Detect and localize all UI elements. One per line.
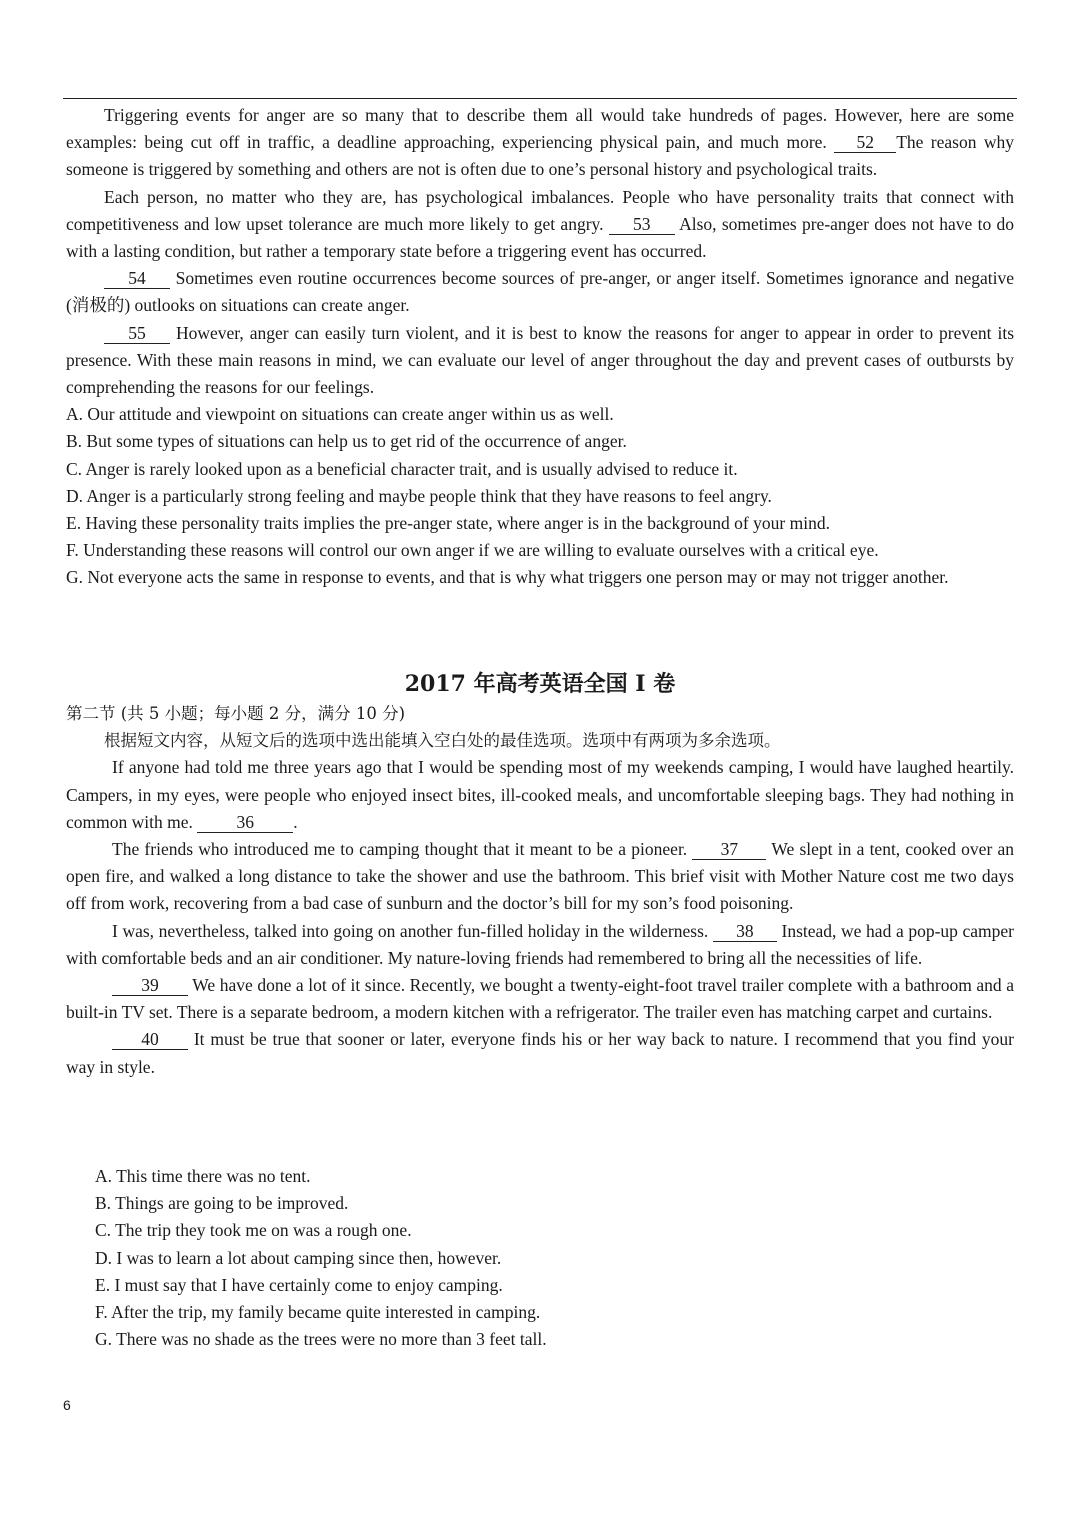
options-list-1 (66, 401, 1014, 591)
paragraph-3 (66, 265, 1014, 319)
option-e: E. Having these personality traits implies the pre-anger state, where anger is in the background of your mind. (66, 513, 830, 534)
option-2-b: B. Things are going to be improved. (95, 1193, 349, 1214)
blank-54: 54 (104, 268, 170, 289)
blank-52: 52 (834, 132, 896, 153)
paragraph-2-1-text: If anyone had told me three years ago that I would be spending most of my weekends camping, I would have laughed heartily. Campers, in my eyes, were people who enjoyed insect bites, ill-cooked meals, and uncomfortable sleeping bags. They had nothing in common with me. (66, 757, 1014, 832)
blank-40: 40 (112, 1029, 188, 1050)
option-c: C. Anger is rarely looked upon as a beneficial character trait, and is usually advised to reduce it. (66, 458, 738, 479)
blank-38: 38 (713, 921, 777, 942)
passage-2 (66, 700, 1014, 1081)
option-2-a: A. This time there was no tent. (95, 1166, 311, 1186)
option-f: F. Understanding these reasons will control our own anger if we are willing to evaluate ourselves with a critical eye. (66, 540, 879, 561)
blank-53: 53 (609, 214, 675, 235)
paragraph-2-5-text: It must be true that sooner or later, everyone finds his or her way back to nature. I recommend that you find your way in style. (66, 1029, 1015, 1077)
paragraph-4 (66, 320, 1014, 402)
paragraph-2-2 (66, 836, 1014, 918)
blank-36: 36 (197, 812, 293, 833)
paragraph-2-3 (66, 918, 1014, 972)
option-2-g: G. There was no shade as the trees were no more than 3 feet tall. (95, 1329, 547, 1350)
paragraph-2-4 (66, 972, 1014, 1026)
option-2-e: E. I must say that I have certainly come to enjoy camping. (95, 1274, 503, 1295)
instructions: 根据短文内容，从短文后的选项中选出能填入空白处的最佳选项。选项中有两项为多余选项。 (104, 731, 781, 751)
paragraph-2-3-text-a: I was, nevertheless, talked into going on another fun-filled holiday in the wilderness. (112, 920, 709, 941)
paragraph-1 (66, 102, 1014, 184)
section-header: 第二节 (共 5 小题；每小题 2 分，满分 10 分) (66, 704, 406, 723)
paragraph-2-3-text-b: Instead, we had a pop-up camper with comfortable beds and an air conditioner. My nature-loving friends had remembered to bring all the necessities of life. (66, 920, 1015, 968)
paragraph-2-text-a: Each person, no matter who they are, has psychological imbalances. People who have personality traits that connect with competitiveness and low upset tolerance are much more likely to get angry. (66, 186, 1014, 234)
passage-1 (66, 102, 1014, 592)
option-g: G. Not everyone acts the same in response to events, and that is why what triggers one person may or may not trigger another. (66, 567, 949, 588)
section-title: 2017 年高考英语全国 I 卷 (404, 671, 676, 697)
option-2-f: F. After the trip, my family became quite interested in camping. (95, 1302, 541, 1323)
paragraph-2-1 (66, 754, 1014, 836)
paragraph-2-2-text-a: The friends who introduced me to camping thought that it meant to be a pioneer. (112, 839, 688, 860)
blank-37: 37 (692, 839, 766, 860)
option-d: D. Anger is a particularly strong feeling and maybe people think that they have reasons to feel angry. (66, 485, 772, 506)
options-list-2 (95, 1163, 795, 1353)
option-2-d: D. I was to learn a lot about camping since then, however. (95, 1247, 502, 1268)
option-a: A. Our attitude and viewpoint on situations can create anger within us as well. (66, 404, 614, 425)
option-2-c: C. The trip they took me on was a rough one. (95, 1220, 412, 1241)
option-b: B. But some types of situations can help us to get rid of the occurrence of anger. (66, 431, 627, 452)
paragraph-1-text-b: The reason why someone is triggered by something and others are not is often due to one’s personal history and psychological traits. (66, 132, 1015, 180)
paragraph-4-text: However, anger can easily turn violent, and it is best to know the reasons for anger to appear in order to prevent its presence. With these main reasons in mind, we can evaluate our level of anger throughout the day and prevent cases of outbursts by comprehending the reasons for our feelings. (66, 322, 1015, 398)
paragraph-2-5 (66, 1026, 1014, 1080)
paragraph-2-text-b: Also, sometimes pre-anger does not have to do with a lasting condition, but rather a temporary state before a triggering event has occurred. (66, 213, 1014, 262)
paragraph-1-text-a: Triggering events for anger are so many that to describe them all would take hundreds of pages. However, here are some examples: being cut off in traffic, a deadline approaching, experiencing physical pain, and much more. (66, 105, 1014, 153)
header-rule (63, 98, 1017, 99)
paragraph-2-2-text-b: We slept in a tent, cooked over an open fire, and walked a long distance to take the shower and use the bathroom. This brief visit with Mother Nature cost me two days off from work, recovering from a bad case of sunburn and the doctor’s bill for my son’s food poisoning. (66, 839, 1015, 914)
blank-39: 39 (112, 975, 188, 996)
paragraph-2 (66, 184, 1014, 266)
paragraph-2-4-text: We have done a lot of it since. Recently, we bought a twenty-eight-foot travel trailer complete with a bathroom and a built-in TV set. There is a separate bedroom, a modern kitchen with a refrigerator. The trailer even has matching carpet and curtains. (66, 975, 1015, 1023)
paragraph-2-1-end: . (293, 811, 298, 832)
blank-55: 55 (104, 323, 170, 344)
paragraph-3-text: Sometimes even routine occurrences become sources of pre-anger, or anger itself. Sometimes ignorance and negative (消极的) outlooks on situations can create anger. (66, 268, 1015, 316)
page-number: 6 (63, 1397, 71, 1413)
